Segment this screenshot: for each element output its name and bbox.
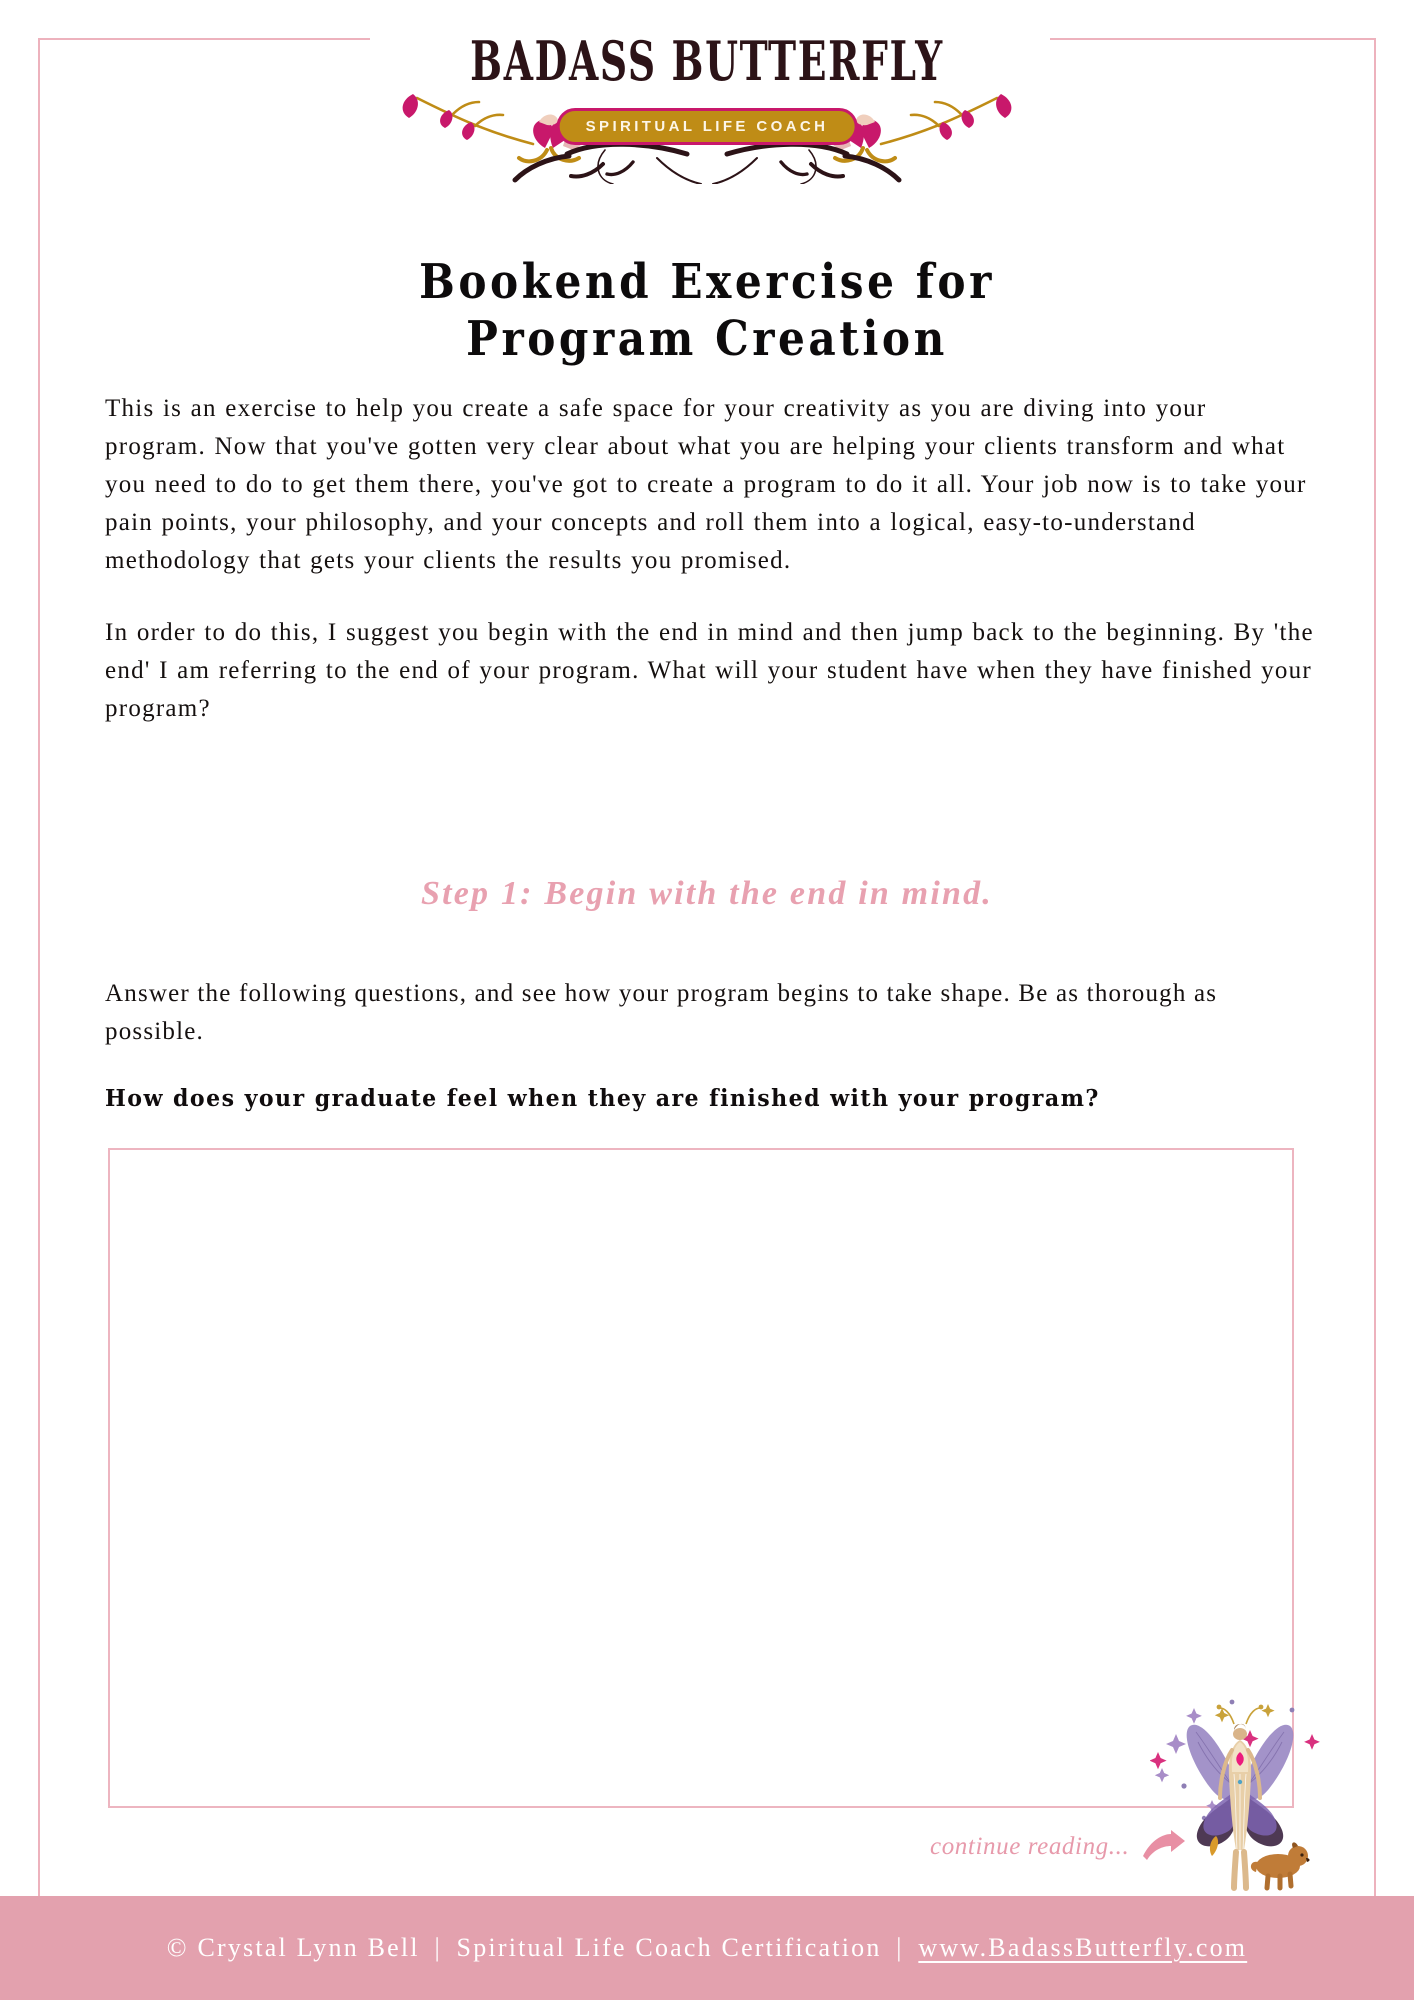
page-title-line-1: Bookend Exercise for	[419, 254, 995, 311]
page-title-line-2: Program Creation	[466, 310, 948, 367]
arrow-right-icon	[1141, 1830, 1187, 1864]
continue-reading-label: continue reading...	[930, 1833, 1130, 1860]
answer-input-box[interactable]	[108, 1148, 1294, 1808]
page-footer	[0, 1896, 1414, 2000]
logo-flourish-ornament	[0, 84, 1414, 184]
footer-copyright: © Crystal Lynn Bell	[166, 1933, 420, 1962]
footer-website-link[interactable]: www.BadassButterfly.com	[918, 1933, 1248, 1962]
continue-reading[interactable]	[930, 1830, 1187, 1864]
question-prompt: How does your graduate feel when they are finished with your program?	[105, 1085, 1100, 1112]
logo-tagline-badge: SPIRITUAL LIFE COACH	[557, 108, 858, 145]
step-heading: Step 1: Begin with the end in mind.	[421, 875, 993, 912]
footer-separator-2: |	[896, 1933, 904, 1962]
brand-logo	[0, 29, 1414, 184]
footer-separator-1: |	[434, 1933, 442, 1962]
step-instructions: Answer the following questions, and see how your program begins to take shape. Be as thorough as possible.	[105, 980, 1218, 1045]
intro-paragraph-2: In order to do this, I suggest you begin with the end in mind and then jump back to the beginning. By 'the end' I am referring to the end of your program. What will your student have when they have finished your program?	[105, 619, 1314, 722]
intro-paragraph-1: This is an exercise to help you create a safe space for your creativity as you are diving into your program. Now that you've gotten very clear about what you are helping your clients transform and what you need to do to get them there, you've got to create a program to do it all. Your job now is to take your pain points, your philosophy, and your concepts and roll them into a logical, easy-to-understand methodology that gets your clients the results you promised.	[105, 395, 1307, 574]
dog-illustration	[1251, 1842, 1310, 1888]
footer-text	[167, 1933, 1247, 1963]
page-title	[85, 254, 1329, 367]
intro-content	[105, 390, 1315, 762]
logo-wordmark: BADASS BUTTERFLY	[470, 29, 944, 94]
footer-certification: Spiritual Life Coach Certification	[456, 1933, 882, 1962]
